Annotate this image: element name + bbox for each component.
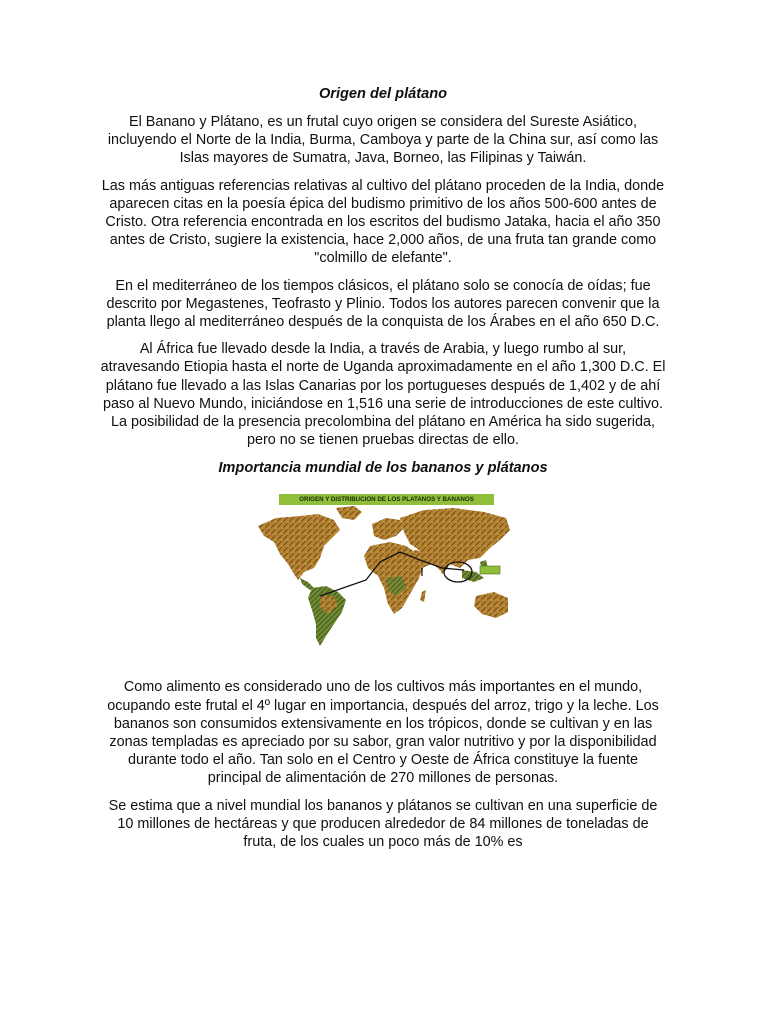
- europe-shape: [372, 518, 404, 540]
- paragraph-mediterranean: En el mediterráneo de los tiempos clásicos, el plátano solo se conocía de oídas; fue descrito por Megastenes, Teofrasto y Plinio. Todos los autores parecen convenir que la planta llego al mediterráneo después de la conquista de los Árabes en el año 650 D.C.: [106, 277, 660, 331]
- map-caption-label: ORIGEN Y DISTRIBUCION DE LOS PLATANOS Y BANANOS: [279, 494, 494, 505]
- world-distribution-map: [254, 488, 512, 656]
- section-heading-importance: Importancia mundial de los bananos y plátanos: [218, 460, 548, 477]
- paragraph-food-importance: Como alimento es considerado uno de los cultivos más importantes en el mundo, ocupando este frutal el 4º lugar en importancia, después del arroz, trigo y la leche. Los bananos son consumidos extensivamente en los trópicos, donde se cultivan y en las zonas templadas es apreciado por su sabor, gran valor nutritivo y por la disponibilidad durante todo el año. Tan solo en el Centro y Oeste de África constituye la fuente principal de alimentación de 270 millones de personas.: [107, 679, 659, 787]
- central-america-shape: [300, 578, 314, 590]
- australia-shape: [474, 592, 508, 618]
- section-heading-origin: Origen del plátano: [318, 86, 448, 102]
- south-america-shape: [308, 586, 346, 646]
- world-map-image: [254, 488, 512, 656]
- greenland-shape: [336, 506, 362, 520]
- legend-box: [480, 566, 500, 574]
- paragraph-origin-region: El Banano y Plátano, es un frutal cuyo origen se considera del Sureste Asiático, incluyendo el Norte de la India, Burma, Camboya y parte de la China sur, así como las Islas mayores de Sumatra, Java, Borneo, las Filipinas y Taiwán.: [107, 114, 659, 167]
- north-america-shape: [258, 514, 340, 580]
- paragraph-world-production: Se estima que a nivel mundial los bananos y plátanos se cultivan en una superficie de 10 millones de hectáreas y que producen alrededor de 84 millones de toneladas de fruta, de los cuales un poco más de 10% es: [108, 797, 658, 851]
- paragraph-africa-spread: Al África fue llevado desde la India, a través de Arabia, y luego rumbo al sur, atravesando Etiopia hasta el norte de Uganda aproximadamente en el año 1,300 D.C. El plátano fue llevado a las Islas Canarias por los portugueses después de 1,402 y de ahí paso al Nuevo Mundo, iniciándose en 1,516 una serie de introducciones de este cultivo. La posibilidad de la presencia precolombina del plátano en América ha sido sugerida, pero no se tienen pruebas directas de ello.: [100, 341, 666, 449]
- paragraph-ancient-references: Las más antiguas referencias relativas al cultivo del plátano proceden de la India, donde aparecen citas en la poesía épica del budismo primitivo de los años 500-600 antes de Cristo. Otra referencia encontrada en los escritos del budismo Jataka, hacia el año 350 antes de Cristo, sugiere la existencia, hace 2,000 años, de una fruta tan grande como "colmillo de elefante".: [101, 177, 665, 267]
- document-page: [100, 84, 666, 860]
